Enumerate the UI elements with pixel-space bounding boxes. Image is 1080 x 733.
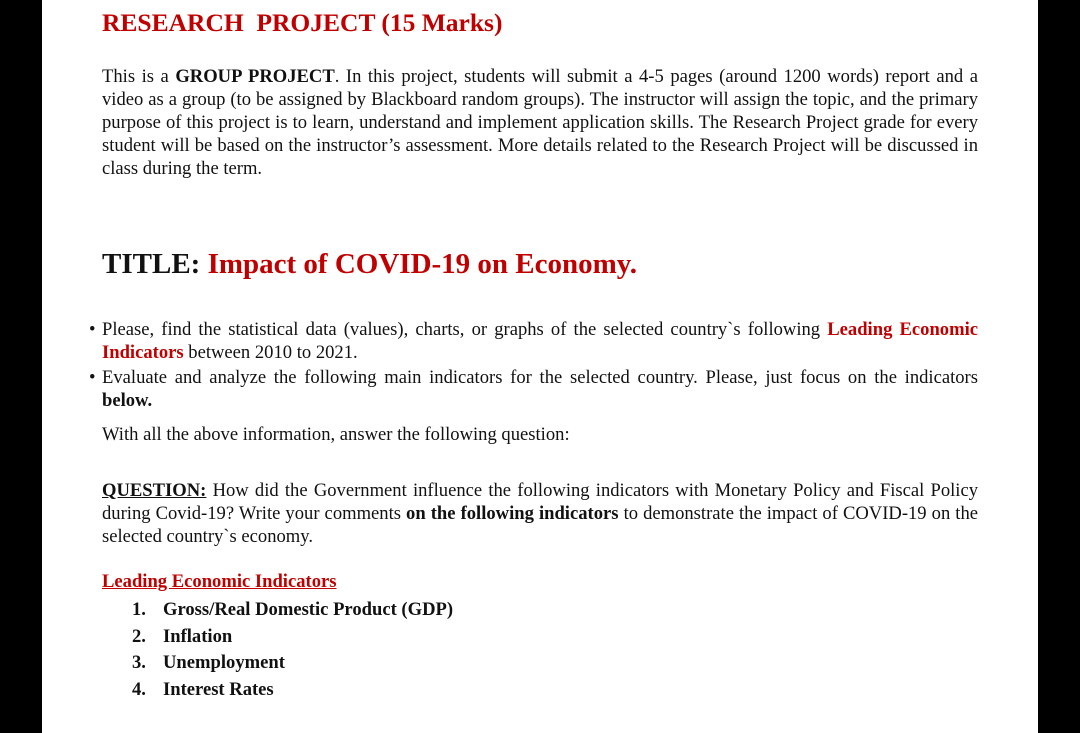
intro-prefix: This is a: [102, 66, 176, 87]
list-item: [132, 650, 453, 677]
item-label: Inflation: [163, 625, 233, 647]
question-bold: on the following indicators: [406, 503, 619, 524]
question-paragraph: [102, 479, 978, 548]
item-number: 4.: [132, 678, 146, 700]
item-label: Interest Rates: [163, 678, 274, 700]
list-item: [89, 318, 978, 364]
bullet-bold: below.: [102, 390, 153, 411]
bullet-icon: •: [89, 319, 96, 340]
item-number: 1.: [132, 599, 146, 620]
list-item: [89, 366, 978, 412]
item-label: Gross/Real Domestic Product (GDP): [163, 599, 454, 620]
question-text-end: to demonstrate the impact of COVID-19 on the selected country`s economy.: [102, 503, 979, 547]
intro-bold: GROUP PROJECT: [175, 66, 335, 87]
title-value: Impact of COVID-19 on Economy.: [207, 248, 637, 280]
instruction-text: With all the above information, answer the following question:: [102, 424, 570, 445]
item-label: Unemployment: [163, 652, 285, 673]
bullet-text: Evaluate and analyze the following main indicators for the selected country. Please, just focus on the indicators: [102, 367, 978, 388]
title-line: [102, 248, 637, 281]
list-item: [132, 624, 453, 651]
bullet-list: [89, 318, 978, 414]
question-label: QUESTION:: [102, 480, 207, 501]
indicators-heading: Leading Economic Indicators: [102, 571, 337, 592]
title-label: TITLE:: [102, 248, 208, 280]
list-item: [132, 677, 453, 704]
list-item: [132, 597, 453, 624]
intro-text: . In this project, students will submit a 4-5 pages (around 1200 words) report and a video as a group (to be assigned by Blackboard random groups). The instructor will assign the topic, and the primary purpose of this project is to learn, understand and implement application skills. The Research Project grade for every student will be based on the instructor’s assessment. More details related to the Research Project will be discussed in class during the term.: [102, 66, 978, 179]
indicators-list: [132, 597, 453, 703]
item-number: 3.: [132, 652, 146, 673]
question-text: How did the Government influence the following indicators with Monetary Policy and Fiscal Policy during Covid-19? Write your comments: [102, 480, 978, 524]
page-heading: RESEARCH PROJECT (15 Marks): [102, 8, 503, 37]
document-page: [42, 0, 1038, 733]
bullet-highlight: Leading Economic Indicators: [102, 319, 979, 363]
bullet-text-end: between 2010 to 2021.: [183, 342, 358, 363]
bullet-icon: •: [89, 367, 96, 388]
bullet-text: Please, find the statistical data (values), charts, or graphs of the selected country`s following: [102, 319, 828, 340]
intro-paragraph: [102, 65, 978, 180]
item-number: 2.: [132, 625, 146, 647]
